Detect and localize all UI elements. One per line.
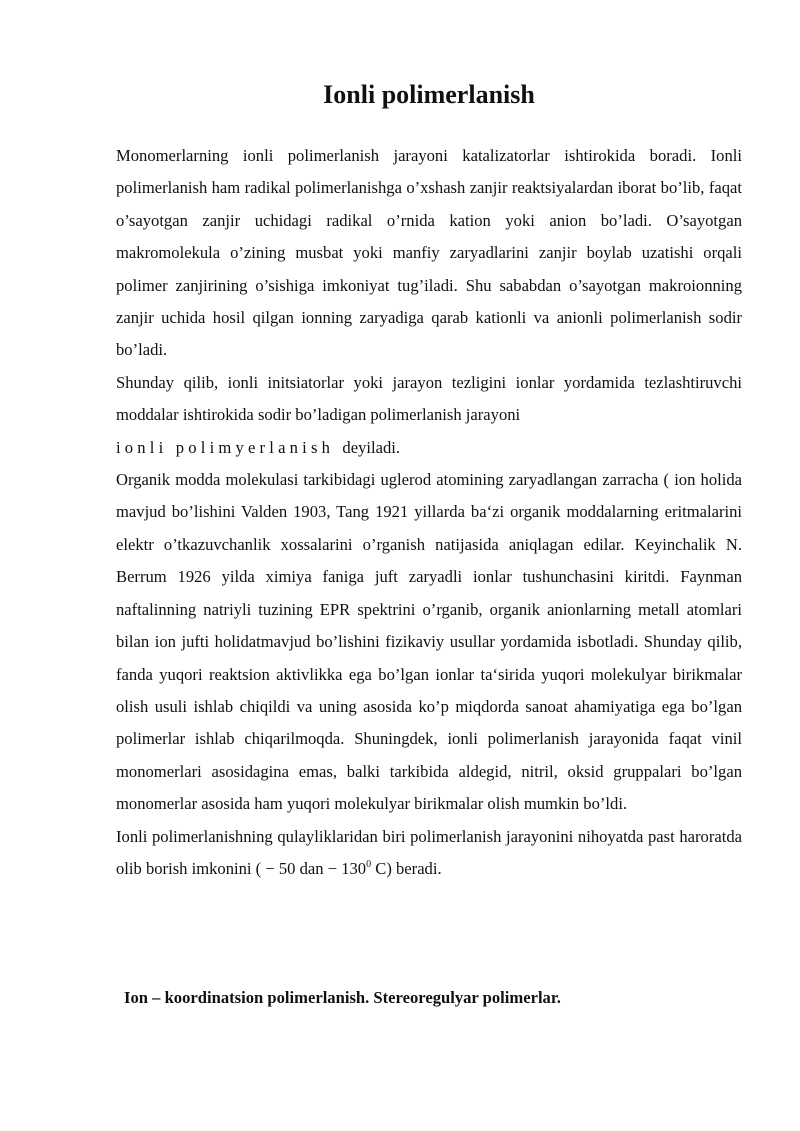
document-body xyxy=(116,140,742,885)
section-heading: Ion – koordinatsion polimerlanish. Stereoregulyar polimerlar. xyxy=(124,988,561,1007)
document-title: Ionli polimerlanish xyxy=(323,80,535,109)
definition-term: ionli polimyerlanish xyxy=(116,437,335,457)
paragraph-definition xyxy=(116,367,742,464)
paragraph-ionic-polymerization-intro: Monomerlarning ionli polimerlanish jarayoni katalizatorlar ishtirokida boradi. Ionli polimerlanish ham radikal polimerlanishga o’xshash zanjir reaktsiyalardan iborat bo’lib, faqat o’sayotgan zanjir uchidagi radikal o’rnida kation yoki anion bo’ladi. O’sayotgan makromolekula o’zining musbat yoki manfiy zaryadlarini zanjir boylab uzatishi orqali polimer zanjirining o’sishiga imkoniyat tug’iladi. Shu sababdan o’sayotgan makroionning zanjir uchida hosil qilgan ionning zaryadiga qarab kationli va anionli polimerlanish sodir bo’ladi. xyxy=(116,146,742,360)
degree-superscript: 0 xyxy=(366,858,372,870)
definition-intro-text: Shunday qilib, ionli initsiatorlar yoki jarayon tezligini ionlar yordamida tezlashtiruvchi moddalar ishtirokida sodir bo’ladigan polimerlanish jarayoni xyxy=(116,372,742,425)
definition-end-text: deyiladi. xyxy=(342,437,401,457)
advantages-text: Ionli polimerlanishning qulayliklaridan biri polimerlanish jarayonini nihoyatda past haroratda olib borish imkonini ( − 50 dan − 130 xyxy=(116,826,742,878)
paragraph-advantages xyxy=(116,821,742,886)
paragraph-history: Organik modda molekulasi tarkibidagi uglerod atomining zaryadlangan zarracha ( ion holida mavjud bo’lishini Valden 1903, Tang 1921 yillarda ba‘zi organik moddalarning eritmalarini elektr o’tkazuvchanlik xossalarini o’rganish natijasida aniqlagan edilar. Keyinchalik N. Berrum 1926 yilda ximiya faniga juft zaryadli ionlar tushunchasini kiritdi. Faynman naftalinning natriyli tuzining EPR spektrini o’rganib, organik anionlarning metall atomlari bilan ion jufti holidatmavjud bo’lishini fizikaviy usullar yordamida isbotladi. Shunday qilib, fanda yuqori reaktsion aktivlikka ega bo’lgan ionlar ta‘sirida yuqori molekulyar birikmalar olish usuli ishlab chiqildi va uning asosida ko’p miqdorda sanoat ahamiyatiga ega bo’lgan polimerlar ishlab chiqarilmoqda. Shuningdek, ionli polimerlanish jarayonida faqat vinil monomerlari asosidagina emas, balki tarkibida aldegid, nitril, oksid gruppalari bo’lgan monomerlar asosida ham yuqori molekulyar birikmalar olish mumkin bo’ldi. xyxy=(116,470,742,814)
advantages-text-end: C) beradi. xyxy=(371,858,442,878)
